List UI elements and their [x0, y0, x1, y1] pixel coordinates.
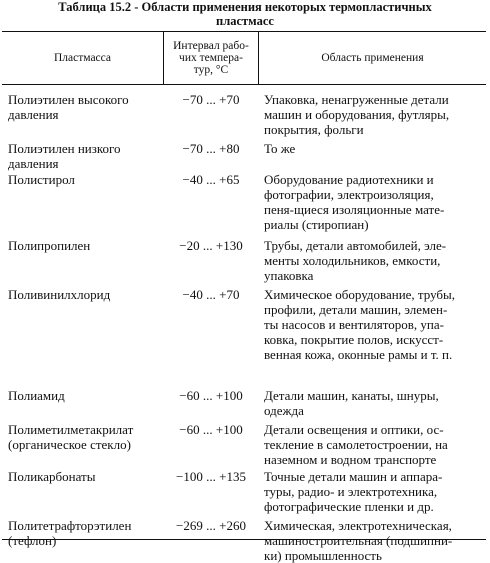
application-area: Оборудование радиотехники и фотографии, электроизоляция, пеня-щиеся изоляционные мате- риалы (стиропиан) — [264, 172, 445, 232]
application-area: Упаковка, ненагруженные детали машин и оборудования, футляры, покрытия, фольги — [264, 92, 450, 137]
header-temperature-range: Интервал рабо- чих темпера- тур, °С — [173, 40, 249, 76]
header-application: Область применения — [321, 52, 424, 64]
application-area: Трубы, детали автомобилей, эле- менты холодильников, емкости, упаковка — [264, 238, 447, 283]
plastic-name: Полиамид — [8, 388, 65, 403]
plastic-name: Полиметилметакрилат (органическое стекло) — [8, 422, 134, 452]
temperature-range: −60 ... +100 — [179, 388, 243, 403]
application-area: Детали освещения и оптики, ос- текление в самолетостроении, на наземном и водном транспорте — [264, 422, 448, 467]
plastic-name: Полистирол — [8, 172, 75, 187]
plastic-name: Поливинилхлорид — [8, 287, 111, 302]
temperature-range: −269 ... +260 — [176, 518, 246, 533]
plastic-name: Полиэтилен низкого давления — [8, 141, 121, 171]
table-caption — [0, 0, 490, 28]
temperature-range: −60 ... +100 — [179, 422, 243, 437]
application-area: Химическое оборудование, трубы, профили, детали машин, элемен- ты насосов и вентиляторов, упа- ковка, покрытие полов, искусст- венная кожа, оконные рамы и т. п. — [264, 287, 456, 362]
plastic-name: Полипропилен — [8, 238, 91, 253]
table-header — [2, 32, 486, 85]
temperature-range: −40 ... +65 — [182, 172, 240, 187]
plastic-name: Полиэтилен высокого давления — [8, 92, 129, 122]
application-area: То же — [264, 141, 296, 156]
caption-line-1: Таблица 15.2 - Области применения некоторых термопластичных — [58, 0, 432, 14]
application-area: Химическая, электротехническая, машиностроительная (подшипни- ки) промышленность — [264, 518, 453, 563]
temperature-range: −40 ... +70 — [182, 287, 240, 302]
plastics-table — [2, 31, 486, 563]
plastic-name: Политетрафторэтилен (тефлон) — [8, 518, 132, 548]
temperature-range: −100 ... +135 — [176, 469, 246, 484]
header-plastic: Пластмасса — [53, 52, 112, 64]
application-area: Детали машин, канаты, шнуры, одежда — [264, 388, 439, 418]
application-area: Точные детали машин и аппара- туры, радио- и электротехника, фотографические пленки и др. — [264, 469, 443, 514]
temperature-range: −70 ... +80 — [182, 141, 240, 156]
caption-line-2: пластмасс — [216, 14, 274, 28]
temperature-range: −70 ... +70 — [182, 92, 240, 107]
temperature-range: −20 ... +130 — [179, 238, 243, 253]
plastic-name: Поликарбонаты — [8, 469, 96, 484]
